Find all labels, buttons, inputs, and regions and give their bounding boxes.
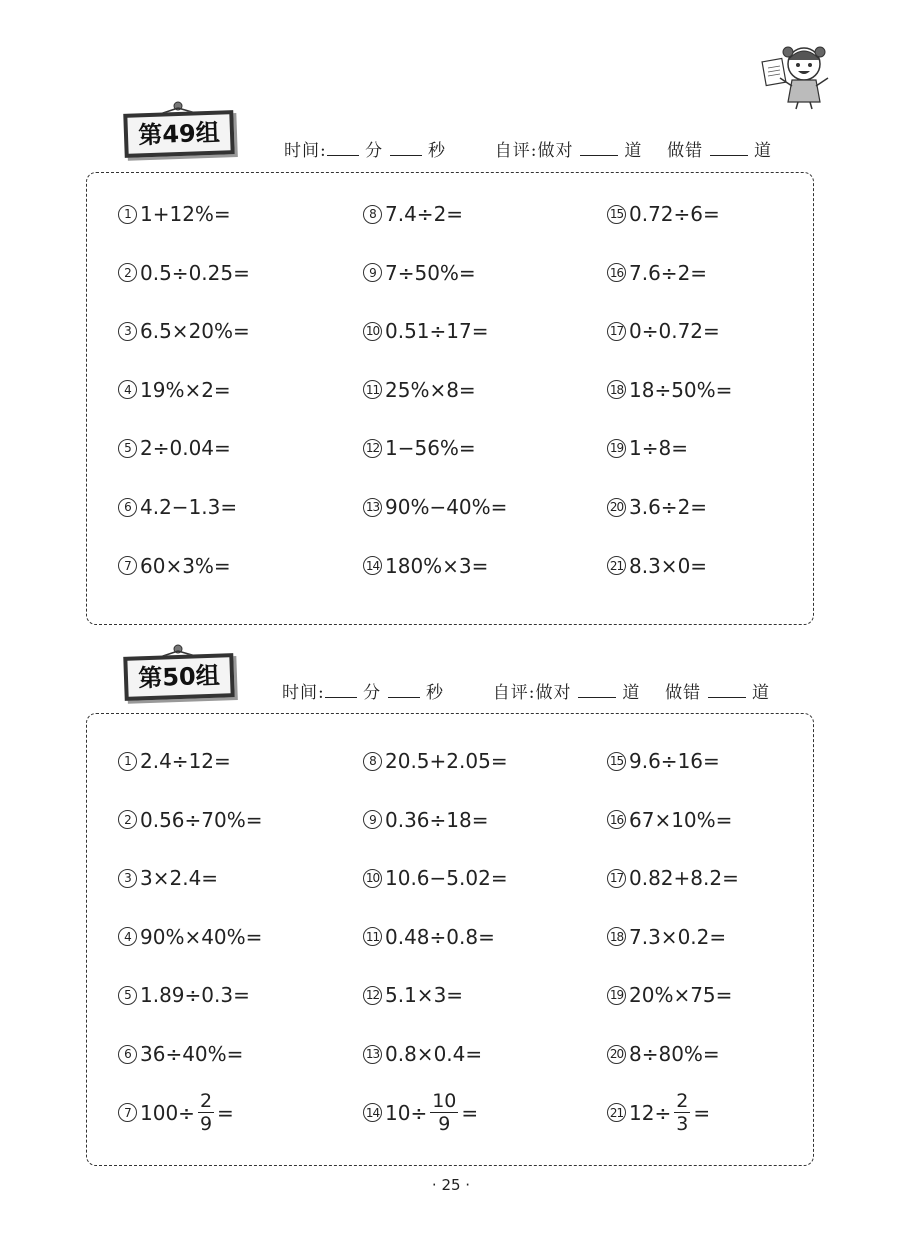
group-title-board: [123, 653, 234, 701]
problem-expression-suffix: =: [693, 1100, 711, 1125]
problem-item: [363, 1089, 478, 1137]
group-title: 第49组: [137, 118, 221, 150]
problem-number: 19: [607, 986, 626, 1005]
problem-item: [118, 808, 263, 832]
time-self-eval-line: 时间: 分 秒 自评:做对 道 做错 道: [284, 141, 772, 161]
fraction: [198, 1090, 214, 1135]
problem-number: 15: [607, 205, 626, 224]
problem-expression: 7.6÷2=: [629, 260, 708, 285]
problem-expression: 4.2−1.3=: [140, 495, 238, 519]
problem-number: 19: [607, 439, 626, 458]
fraction-numerator: 10: [432, 1090, 457, 1113]
problem-expression: 7.3×0.2=: [629, 924, 727, 949]
problem-expression-prefix: 100÷: [140, 1100, 195, 1125]
problem-expression: 9.6÷16=: [629, 749, 720, 773]
problem-expression: 8.3×0=: [629, 553, 708, 578]
problem-item: [607, 925, 726, 949]
problem-number: 21: [607, 556, 626, 575]
problem-expression-suffix: =: [217, 1100, 234, 1125]
problem-expression: 90%×40%=: [140, 924, 263, 949]
page-number: · 25 ·: [431, 1176, 471, 1194]
problem-item: [118, 925, 262, 949]
problem-expression: 0.48÷0.8=: [385, 924, 495, 949]
problem-item: [363, 925, 495, 949]
problem-number: 13: [363, 498, 382, 517]
problem-expression: 7.4÷2=: [385, 202, 464, 226]
fraction-numerator: 2: [676, 1090, 689, 1113]
problem-item: [363, 983, 463, 1007]
problem-item: [118, 1042, 243, 1066]
problem-expression: 18÷50%=: [629, 377, 733, 402]
problem-number: 14: [363, 556, 382, 575]
problem-expression: 0.51÷17=: [385, 319, 489, 344]
fraction-denominator: 9: [438, 1113, 451, 1136]
problem-number: 9: [363, 810, 382, 829]
problem-item: [118, 983, 250, 1007]
problem-expression-prefix: 10÷: [385, 1100, 428, 1125]
problem-expression: 180%×3=: [385, 553, 489, 578]
problem-number: 3: [118, 322, 137, 341]
problem-number: 10: [363, 322, 382, 341]
problem-expression: 1÷8=: [629, 436, 688, 461]
problem-expression: 25%×8=: [385, 377, 476, 402]
problem-expression: 19%×2=: [140, 377, 231, 402]
fraction-denominator: 3: [676, 1113, 689, 1136]
problem-item: [607, 1089, 710, 1137]
problem-item: [607, 749, 720, 773]
problem-expression: 0÷0.72=: [629, 319, 720, 344]
problem-item: [607, 866, 739, 890]
problem-number: 1: [118, 205, 137, 224]
problem-expression: 10.6−5.02=: [385, 866, 508, 891]
problem-number: 12: [363, 439, 382, 458]
wrong-count-blank[interactable]: [708, 681, 746, 698]
problem-number: 8: [363, 205, 382, 224]
problem-number: 17: [607, 869, 626, 888]
problem-expression: 20%×75=: [629, 983, 733, 1008]
problem-number: 16: [607, 263, 626, 282]
problem-number: 11: [363, 380, 382, 399]
problem-expression-suffix: =: [461, 1100, 479, 1125]
problem-number: 4: [118, 380, 137, 399]
problem-number: 11: [363, 927, 382, 946]
group-title: 第50组: [137, 661, 221, 693]
problem-number: 17: [607, 322, 626, 341]
second-blank[interactable]: [388, 681, 420, 698]
problem-expression: 0.72÷6=: [629, 202, 720, 226]
minute-blank[interactable]: [325, 681, 357, 698]
problem-expression: 3×2.4=: [140, 866, 219, 891]
problem-number: 20: [607, 498, 626, 517]
problem-expression: 67×10%=: [629, 807, 733, 832]
group-title-sign: [122, 643, 242, 697]
problem-number: 21: [607, 1103, 626, 1122]
fraction-numerator: 2: [199, 1090, 213, 1113]
problem-number: 18: [607, 380, 626, 399]
problem-expression: 0.56÷70%=: [140, 807, 263, 832]
problem-item: [118, 866, 218, 890]
problem-expression: 2÷0.04=: [140, 436, 231, 461]
problem-expression: 36÷40%=: [140, 1042, 244, 1066]
problem-expression: 90%−40%=: [385, 495, 508, 519]
fraction: [674, 1090, 690, 1135]
problem-expression: 1−56%=: [385, 436, 476, 461]
problem-number: 18: [607, 927, 626, 946]
problem-expression: 0.36÷18=: [385, 807, 489, 832]
problem-number: 2: [118, 263, 137, 282]
problem-number: 7: [118, 1103, 137, 1122]
problem-item: [607, 1042, 720, 1066]
problem-expression: 0.8×0.4=: [385, 1042, 483, 1066]
problem-item: [363, 866, 508, 890]
problem-expression: 6.5×20%=: [140, 319, 250, 344]
problem-item: [363, 1042, 482, 1066]
problem-number: 6: [118, 498, 137, 517]
problem-expression: 2.4÷12=: [140, 749, 231, 773]
problem-expression: 20.5+2.05=: [385, 749, 508, 773]
problem-number: 10: [363, 869, 382, 888]
problem-number: 6: [118, 1045, 137, 1064]
problem-number: 14: [363, 1103, 382, 1122]
problem-number: 2: [118, 810, 137, 829]
problem-expression: 8÷80%=: [629, 1042, 720, 1066]
problem-expression: 3.6÷2=: [629, 495, 708, 519]
problem-number: 4: [118, 927, 137, 946]
problem-expression: 1.89÷0.3=: [140, 983, 250, 1008]
problem-number: 3: [118, 869, 137, 888]
problem-expression: 0.5÷0.25=: [140, 260, 250, 285]
problem-expression: 60×3%=: [140, 553, 231, 578]
problem-expression: 0.82+8.2=: [629, 866, 739, 891]
problem-item: [363, 749, 508, 773]
problem-item: [607, 983, 732, 1007]
problem-number: 15: [607, 752, 626, 771]
problem-number: 5: [118, 986, 137, 1005]
problem-item: [118, 749, 231, 773]
problem-item: [607, 808, 732, 832]
problem-number: 9: [363, 263, 382, 282]
time-self-eval-line: 时间: 分 秒 自评:做对 道 做错 道: [282, 683, 770, 703]
problem-expression: 5.1×3=: [385, 983, 464, 1008]
fraction-denominator: 9: [199, 1113, 213, 1136]
problem-number: 1: [118, 752, 137, 771]
correct-count-blank[interactable]: [578, 681, 616, 698]
problem-number: 16: [607, 810, 626, 829]
problem-expression-prefix: 12÷: [629, 1100, 672, 1125]
problem-number: 5: [118, 439, 137, 458]
problem-number: 12: [363, 986, 382, 1005]
problem-expression: 7÷50%=: [385, 260, 476, 285]
problem-item: [118, 1089, 234, 1137]
problem-number: 13: [363, 1045, 382, 1064]
problem-number: 8: [363, 752, 382, 771]
problem-item: [363, 808, 489, 832]
problem-number: 7: [118, 556, 137, 575]
fraction: [430, 1090, 458, 1135]
problem-number: 20: [607, 1045, 626, 1064]
problem-expression: 1+12%=: [140, 202, 231, 226]
